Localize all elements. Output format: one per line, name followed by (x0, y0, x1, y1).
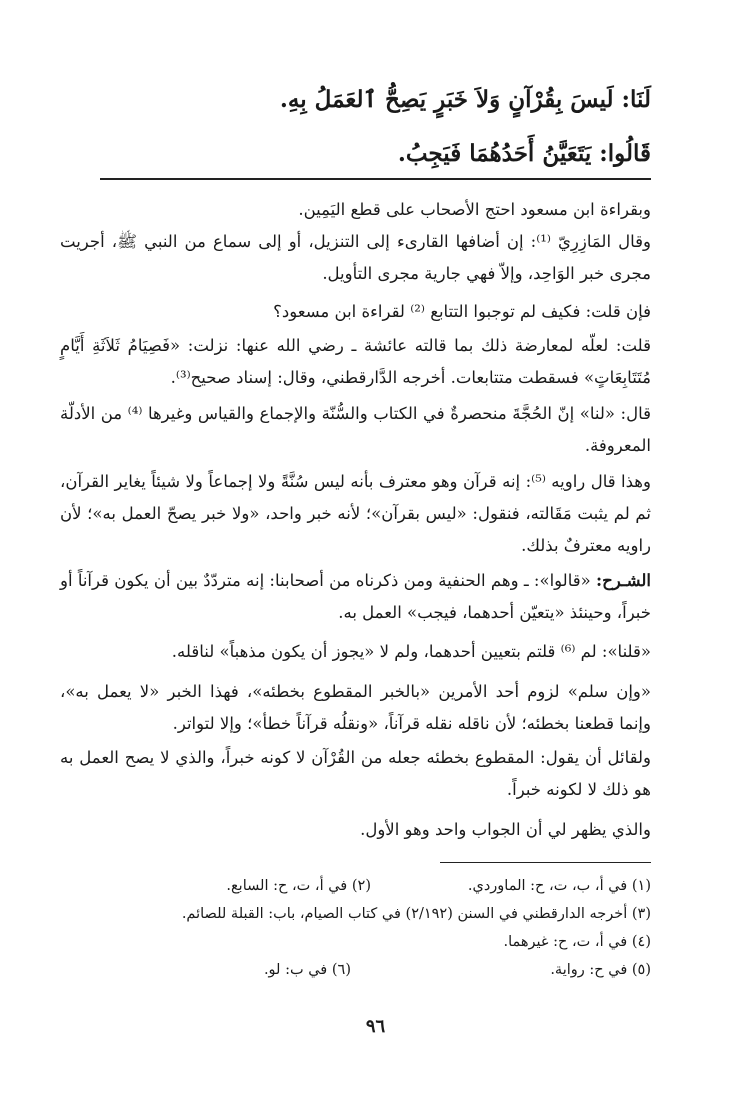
footnote-number: (١) (631, 878, 651, 894)
paragraph-11: والذي يظهر لي أن الجواب واحد وهو الأول. (360, 820, 651, 839)
matn-line-1: لَنَا: لَيسَ بِقُرْآنٍ وَلاَ خَبَرٍ يَصِحُّ ٱلعَمَلُ بِهِ. (279, 86, 651, 113)
footnote-1 (468, 876, 651, 896)
footnote-number: (٦) (331, 962, 351, 978)
footnote-number: (٤) (631, 934, 651, 950)
paragraph-1: وبقراءة ابن مسعود احتج الأصحاب على قطع اليَمِين. (298, 200, 651, 219)
paragraph-8: «قلنا»: لم ⁽⁶⁾ قلتم بتعيين أحدهما، ولم لا «يجوز أن يكون مذهباً» لناقله. (171, 642, 651, 661)
footnote-4 (503, 932, 651, 952)
footnote-text: أخرجه الدارقطني في السنن (٢/١٩٢) في كتاب الصيام، باب: القبلة للصائم. (181, 906, 628, 922)
section-divider (100, 178, 651, 180)
paragraph-4: قلت: لعلّه لمعارضة ذلك بما قالته عائشة ـ رضي الله عنها: نزلت: «فَصِيَامُ ثَلاَثَةِ أَيَّامٍ مُتَتَابِعَاتٍ» فسقطت متتابعات. أخرجه الدَّارقطني، وقال: إسناد صحيح⁽³⁾. (60, 336, 651, 387)
footnote-number: (٥) (631, 962, 651, 978)
paragraph-9: «وإن سلم» لزوم أحد الأمرين «بالخبر المقطوع بخطئه»، فهذا الخبر «لا يعمل به»، وإنما قطعنا بخطئه؛ لأن ناقله نقله قرآناً، «ونقلُه قرآناً خطأ»؛ وإلا لتواتر. (60, 682, 651, 733)
footnote-divider (440, 862, 651, 863)
footnote-text: في ح: رواية. (550, 962, 628, 978)
footnote-text: في أ، ب، ت، ح: الماوردي. (467, 878, 628, 894)
sharh-label: الشـرح: (595, 571, 651, 590)
paragraph-10: ولقائل أن يقول: المقطوع بخطئه جعله من القُرْآن لا كونه خبراً، والذي لا يصح العمل به هو ذلك لا لكونه خبراً. (60, 748, 651, 799)
footnote-3 (182, 904, 651, 924)
footnote-text: في ب: لو. (263, 962, 328, 978)
footnote-number: (٣) (631, 906, 651, 922)
footnote-text: في أ، ت، ح: غيرهما. (503, 934, 628, 950)
footnote-6 (264, 960, 351, 980)
footnote-number: (٢) (351, 878, 371, 894)
matn-line-2: قَالُوا: يَتَعَيَّنُ أَحَدُهُمَا فَيَجِبُ. (397, 140, 651, 167)
paragraph-6: وهذا قال راويه ⁽⁵⁾: إنه قرآن وهو معترف بأنه ليس سُنَّةً ولا إجماعاً ولا شيئاً يغاير القرآن، ثم لم يثبت مَقَالته، فنقول: «ليس بقرآن»؛ لأنه خبر واحد، «ولا خبر يصحّ العمل به»؛ لأن راويه معترفٌ بذلك. (60, 472, 651, 555)
sharh-text: «قالوا»: ـ وهم الحنفية ومن ذكرناه من أصحابنا: إنه متردّدٌ بين أن يكون قرآناً أو خبراً، وحينئذ «يتعيّن أحدهما، فيجب» العمل به. (60, 571, 651, 622)
paragraph-5: قال: «لنا» إنّ الحُجَّةَ منحصرةٌ في الكتاب والسُّنّة والإجماع والقياس وغيرها ⁽⁴⁾ من الأدلّة المعروفة. (60, 404, 651, 455)
paragraph-2: وقال المَازِرِيّ ⁽¹⁾: إن أضافها القارىء إلى التنزيل، أو إلى سماع من النبي ﷺ، أجريت مجرى خبر الوَاحِد، وإلاّ فهي جارية مجرى التأويل. (60, 232, 651, 283)
footnote-2 (226, 876, 371, 896)
paragraph-sharh (60, 565, 651, 629)
paragraph-3: فإن قلت: فكيف لم توجبوا التتابع ⁽²⁾ لقراءة ابن مسعود؟ (273, 302, 651, 321)
footnote-text: في أ، ت، ح: السابع. (226, 878, 348, 894)
footnote-5 (550, 960, 651, 980)
page-number: ٩٦ (365, 1016, 386, 1037)
